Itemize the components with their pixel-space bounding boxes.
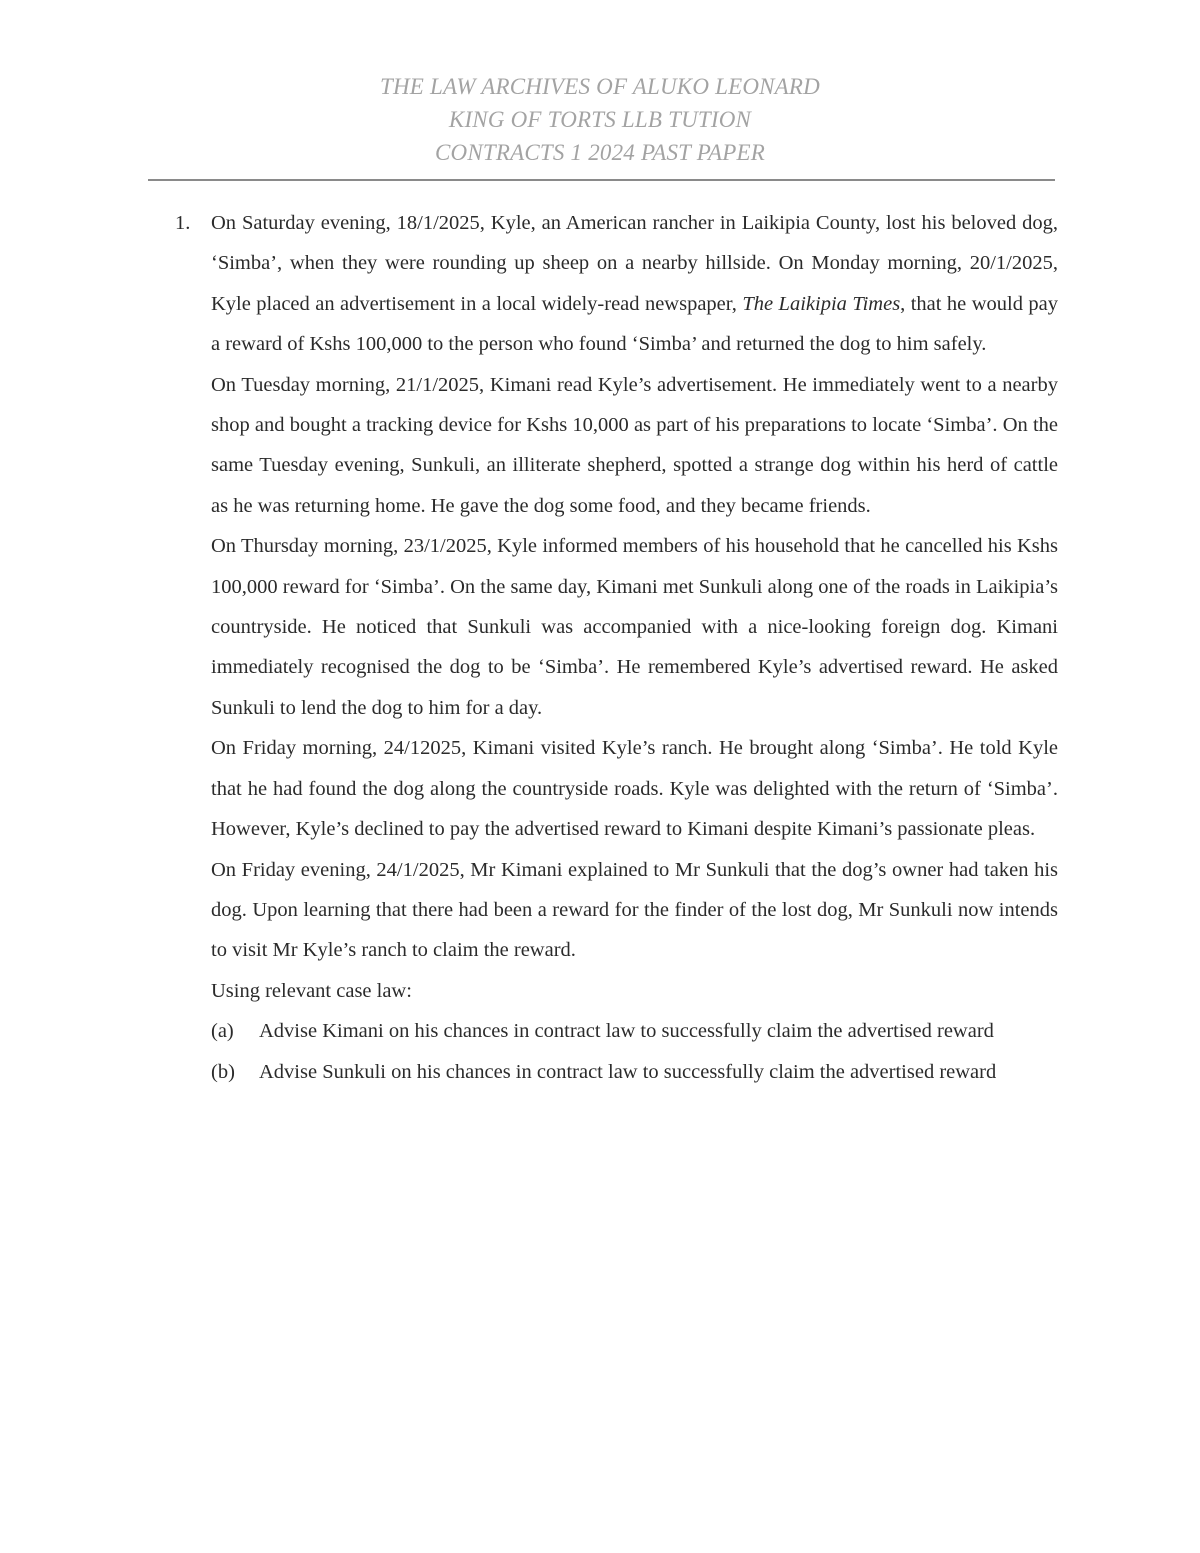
sub-question-b	[211, 1052, 1058, 1092]
sub-question-b-text: Advise Sunkuli on his chances in contract law to successfully claim the advertised reward	[259, 1060, 997, 1083]
paragraph-1-text-a: On Saturday evening, 18/1/2025, Kyle, an American rancher in Laikipia County, lost his beloved dog, ‘Simba’, when they were rounding up sheep on a nearby hillside. On Monday morning, 20/1/2025, Kyle placed an advertisement in a local widely-read newspaper,	[211, 212, 1058, 315]
document-header	[0, 70, 1200, 169]
question-body	[175, 203, 1058, 1092]
header-tuition-title: KING OF TORTS LLB TUTION	[448, 107, 752, 132]
question-instruction: Using relevant case law:	[211, 979, 412, 1002]
question-paragraph-5: On Friday evening, 24/1/2025, Mr Kimani explained to Mr Sunkuli that the dog’s owner had taken his dog. Upon learning that there had been a reward for the finder of the lost dog, Mr Sunkuli now intends to visit Mr Kyle’s ranch to claim the reward.	[211, 858, 1058, 962]
newspaper-title: The Laikipia Times	[742, 292, 901, 315]
header-paper-title: CONTRACTS 1 2024 PAST PAPER	[434, 140, 765, 165]
sub-question-a-label: (a)	[211, 1020, 234, 1043]
question-paragraph-2: On Tuesday morning, 21/1/2025, Kimani read Kyle’s advertisement. He immediately went to a nearby shop and bought a tracking device for Kshs 10,000 as part of his preparations to locate ‘Simba’. On the same Tuesday evening, Sunkuli, an illiterate shepherd, spotted a strange dog within his herd of cattle as he was returning home. He gave the dog some food, and they became friends.	[211, 373, 1058, 517]
header-divider	[148, 179, 1055, 181]
paragraph-1-text-b: , that he would pay a reward of Kshs 100,000 to the person who found ‘Simba’ and returned the dog to him safely.	[211, 292, 1058, 356]
sub-question-b-label: (b)	[211, 1060, 235, 1083]
question-paragraph-4: On Friday morning, 24/12025, Kimani visited Kyle’s ranch. He brought along ‘Simba’. He told Kyle that he had found the dog along the countryside roads. Kyle was delighted with the return of ‘Simba’. However, Kyle’s declined to pay the advertised reward to Kimani despite Kimani’s passionate pleas.	[211, 737, 1058, 841]
question-number: 1.	[175, 212, 191, 234]
sub-question-a-text: Advise Kimani on his chances in contract law to successfully claim the advertised reward	[259, 1020, 994, 1043]
header-archive-title: THE LAW ARCHIVES OF ALUKO LEONARD	[380, 74, 820, 99]
sub-question-a	[211, 1011, 1058, 1051]
question-paragraph-3: On Thursday morning, 23/1/2025, Kyle informed members of his household that he cancelled his Kshs 100,000 reward for ‘Simba’. On the same day, Kimani met Sunkuli along one of the roads in Laikipia’s countryside. He noticed that Sunkuli was accompanied with a nice-looking foreign dog. Kimani immediately recognised the dog to be ‘Simba’. He remembered Kyle’s advertised reward. He asked Sunkuli to lend the dog to him for a day.	[211, 535, 1058, 719]
question-paragraph-1	[211, 203, 1058, 365]
